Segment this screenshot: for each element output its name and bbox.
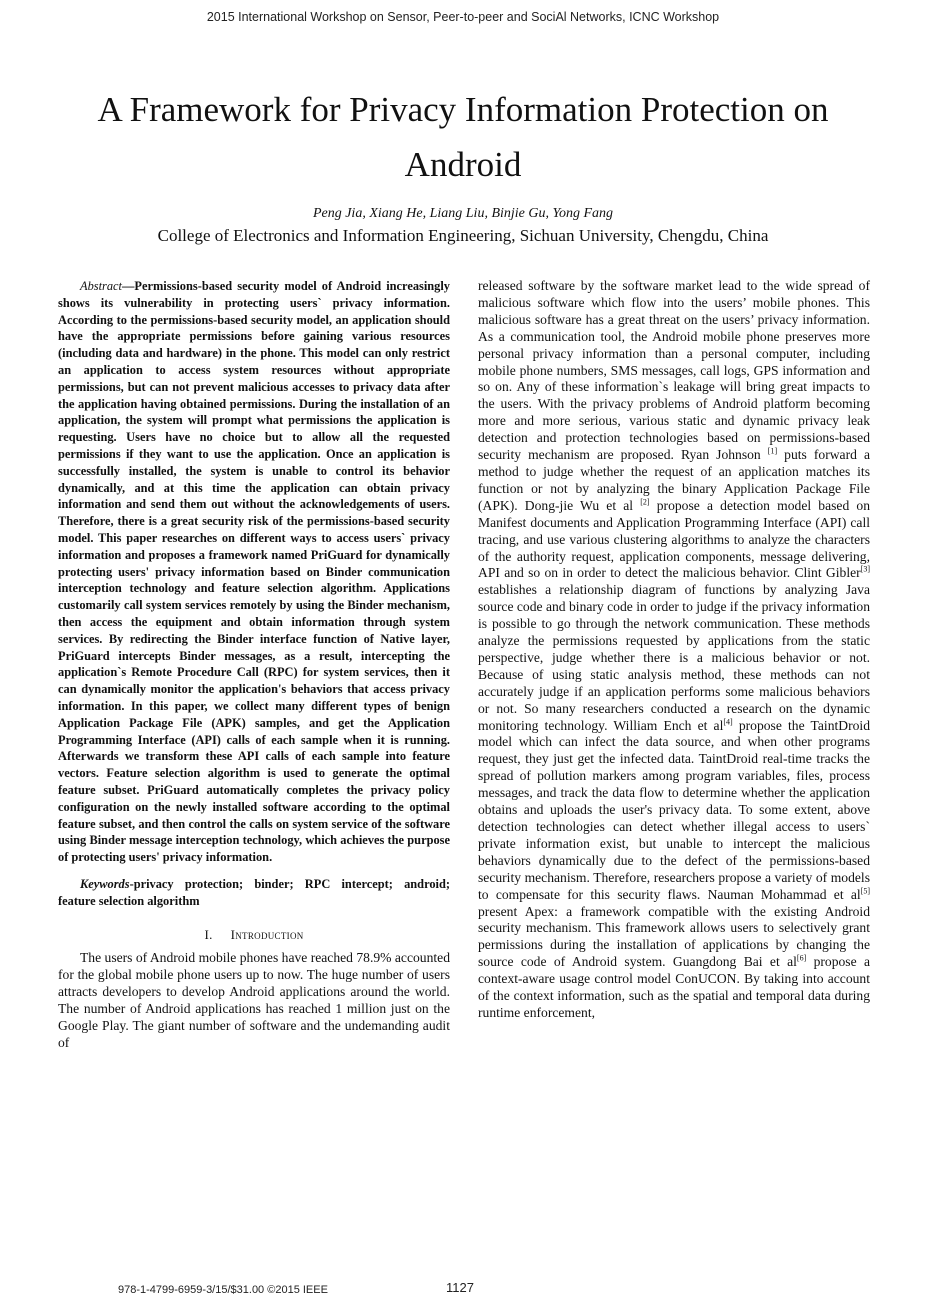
text-segment: propose a context-aware usage control model ConUCON. By taking into account of the context information, such as the spatial and temporal data during runtime enforcement, bbox=[478, 954, 871, 1020]
keywords-label: Keywords bbox=[80, 876, 130, 891]
keywords bbox=[58, 876, 450, 910]
affiliation: College of Electronics and Information Engineering, Sichuan University, Chengdu, China bbox=[157, 226, 769, 245]
citation: [6] bbox=[796, 953, 807, 963]
footer-isbn: 978-1-4799-6959-3/15/$31.00 ©2015 IEEE bbox=[118, 1284, 328, 1296]
section-heading-introduction bbox=[58, 927, 450, 943]
left-column bbox=[58, 278, 450, 1051]
citation: [4] bbox=[723, 717, 733, 727]
author-list: Peng Jia, Xiang He, Liang Liu, Binjie Gu, Yong Fang bbox=[312, 206, 614, 221]
right-column bbox=[478, 278, 870, 1022]
introduction-continued bbox=[478, 278, 870, 1022]
citation: [1] bbox=[767, 446, 778, 456]
abstract bbox=[58, 278, 450, 866]
text-segment: puts forward a method to judge whether the request of an application matches its function or not by analyzing the binary Application Package File (APK). Dong-jie Wu et al bbox=[478, 447, 870, 513]
introduction-paragraph: The users of Android mobile phones have reached 78.9% accounted for the global mobile phone users up to now. The huge number of users attracts developers to develop Android applications around the world. The number of Android applications has reached 1 million just on the Google Play. The giant number of software and the undemanding audit of bbox=[58, 950, 450, 1051]
paper-title: A Framework for Privacy Information Protection on Android bbox=[97, 90, 829, 184]
citation: [2] bbox=[640, 497, 650, 507]
citation: [3] bbox=[860, 564, 870, 574]
text-segment: released software by the software market lead to the wide spread of malicious software which flow into the users’ mobile phones. This malicious software has a great threat on the users’ privacy information. As a communication tool, the Android mobile phone preserves more personal privacy information than a personal computer, including mobile phone numbers, SMS messages, call logs, GPS information and so on. Any of these information`s leakage will bring great impacts to the users. With the privacy problems of Android platform becoming more and more serious, various static and dynamic privacy leak detection and protection technologies based on permissions-based security mechanism are proposed. Ryan Johnson bbox=[478, 278, 870, 463]
section-title: Introduction bbox=[230, 927, 304, 943]
text-segment: propose the TaintDroid model which can infect the data source, and when other programs request, they just get the infected data. TaintDroid real-time tracks the spread of pollution markers among program variables, files, process messages, and track the data flow to determine whether the application obtains and uploads the user's privacy data. To some extent, above detection technologies can detect whether illegal access to users` private information exist, but unable to intercept the malicious behaviors dynamically due to the defect of the permissions-based security mechanism. Therefore, researchers propose a variety of models to compensate for this security flaws. Nauman Mohammad et al bbox=[478, 717, 870, 902]
section-number: I. bbox=[204, 927, 213, 943]
abstract-text: —Permissions-based security model of Android increasingly shows its vulnerability in protecting users` privacy information. According to the permissions-based security model, an application should have the appropriate permissions before gaining various resources (including data and hardware) in the phone. This model can only restrict an application to access system resources without appropriate permissions, but can not prevent malicious accesses to privacy data after the application having obtained permissions. During the installation of an application, the system will prompt what permissions the application is requesting. Users have no choice but to allow all the requested permissions if they want to use the application. Once an application is successfully installed, the system is unable to control its behavior dynamically, and at this time the application can obtain privacy information and send them out without the acknowledgements of users. Therefore, there is a great security risk of the permissions-based security model. This paper researches on different ways to access users` privacy information and proposes a framework named PriGuard for dynamically protecting users' privacy information based on Binder communication interception technology and feature selection algorithm. Applications customarily call system services remotely by using the Binder mechanism, then access the equipment and obtain information through system services. By redirecting the Binder interface function of Native layer, PriGuard intercepts Binder messages, as a result, intercepting the application`s Remote Procedure Call (RPC) for system services, then it can dynamically monitor the application's behaviors that access privacy information. In this paper, we collect many different types of benign Application Package File (APK) samples, and get the Application Programming Interface (API) calls of each sample when it is running. Afterwards we transform these API calls of each sample into feature vectors. Feature selection algorithm is used to generate the optimal feature subset. PriGuard automatically completes the privacy policy configuration on the newly installed software according to the optimal feature subset, and then control the calls on system service of the software using Binder message interception technology, which achieves the purpose of protecting users' privacy information. bbox=[58, 279, 450, 865]
citation: [5] bbox=[860, 886, 870, 896]
text-segment: present Apex: a framework compatible with the existing Android security mechanism. This framework allows users to selectively grant permissions during the installation of applications by changing the source code of Android system. Guangdong Bai et al bbox=[478, 903, 870, 970]
text-segment: establishes a relationship diagram of functions by analyzing Java source code and binary code in order to judge if the privacy information is possible to go through the network communication. These methods analyze the permissions requested by applications from the static perspective, judge whether there is a malicious behavior or not. Because of using static analysis method, these methods can not accurately judge if an application performs some malicious behaviors or not. So many researchers conducted a research on the dynamic monitoring technology. William Ench et al bbox=[478, 582, 870, 733]
page-number: 1127 bbox=[446, 1280, 474, 1295]
text-segment: propose a detection model based on Manifest documents and Application Programming Interface (API) call tracing, and use various clustering algorithms to analyze the characters of the authority request, application components, message delivering, API and so on in order to detect the malicious behavior. Clint Gibler bbox=[478, 497, 871, 581]
abstract-label: Abstract bbox=[80, 279, 122, 293]
conference-header: 2015 International Workshop on Sensor, Peer-to-peer and SociAl Networks, ICNC Workshop bbox=[206, 10, 720, 24]
keywords-text: -privacy protection; binder; RPC intercept; android; feature selection algorithm bbox=[58, 876, 450, 908]
